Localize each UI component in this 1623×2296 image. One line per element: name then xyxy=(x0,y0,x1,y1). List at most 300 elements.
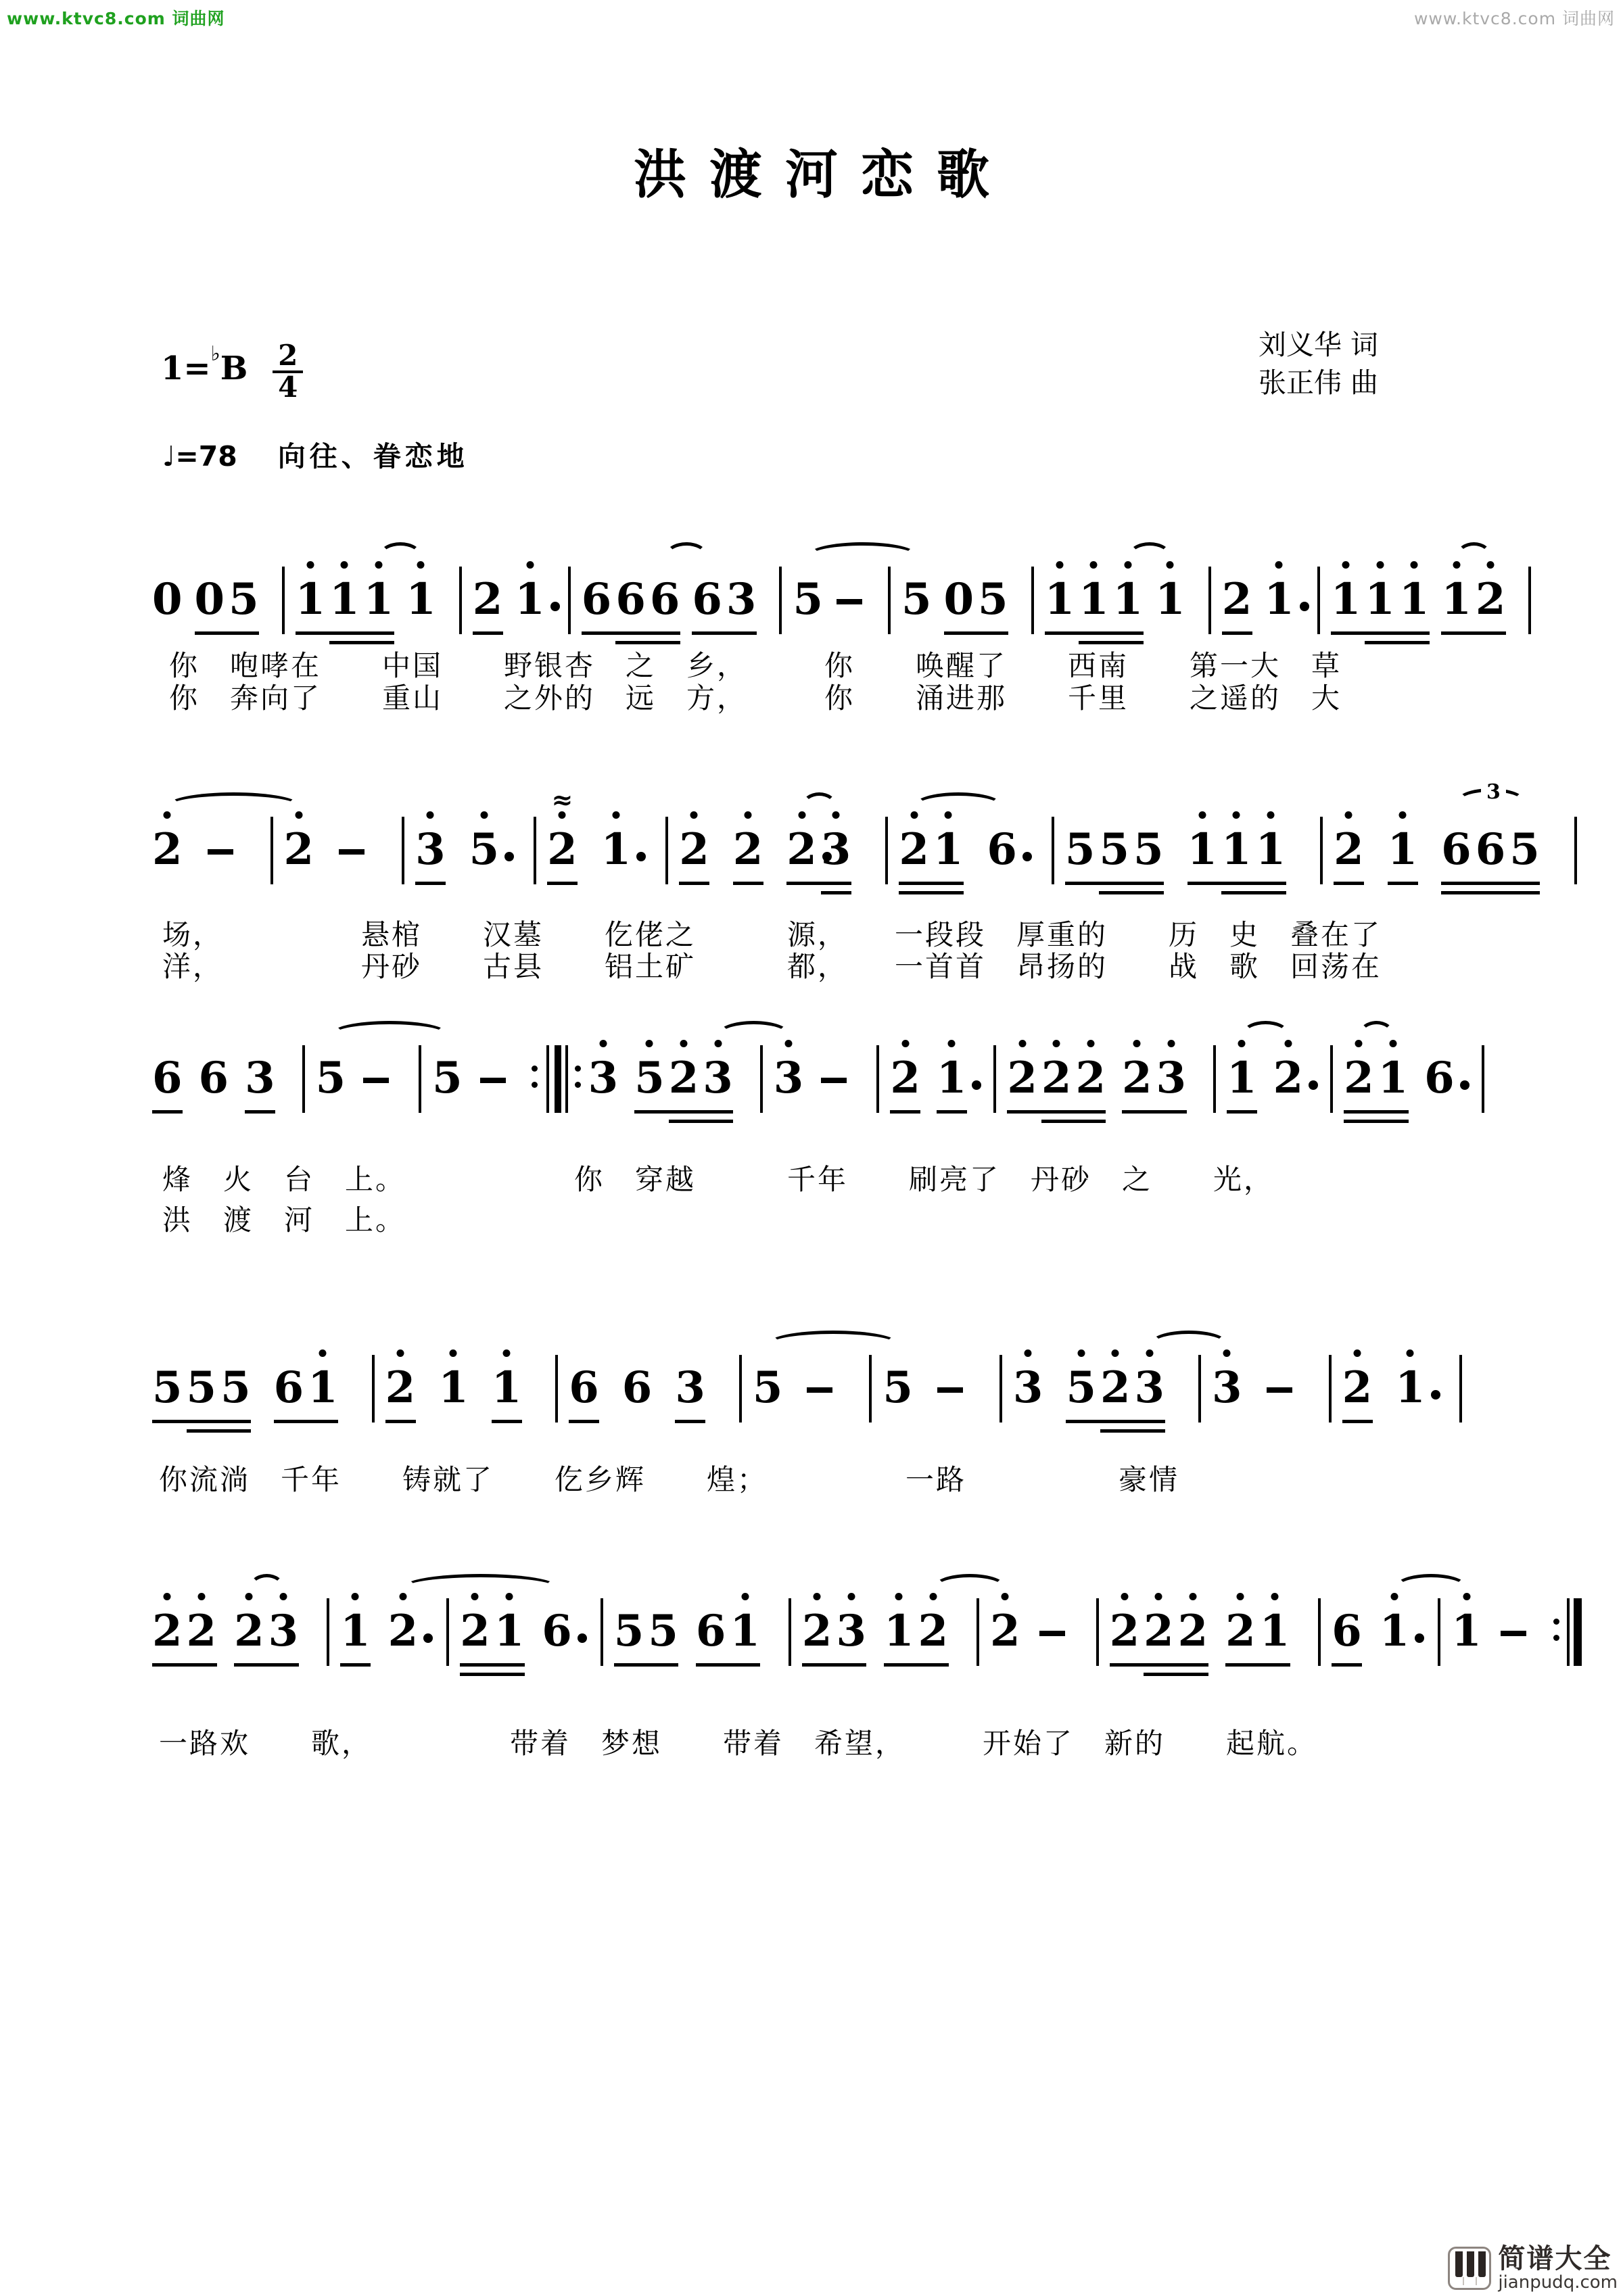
barline xyxy=(1213,1014,1216,1143)
note-number: 1 xyxy=(730,1606,760,1656)
barline-stroke xyxy=(1528,567,1531,634)
time-signature xyxy=(273,341,303,402)
beam-underline xyxy=(460,1663,525,1667)
note xyxy=(675,1324,705,1452)
mordent-icon: ≈ xyxy=(551,784,573,815)
note-number: 6 xyxy=(621,1362,653,1413)
barline-stroke xyxy=(402,817,404,884)
note-number: 1 xyxy=(883,1606,914,1656)
tempo-equals: = xyxy=(175,440,199,473)
beam-underline xyxy=(547,882,578,885)
note xyxy=(622,1324,653,1452)
augmentation-dot-icon xyxy=(504,852,514,861)
note xyxy=(1013,1324,1043,1452)
octave-dot-icon xyxy=(375,561,382,569)
beam-underline xyxy=(1225,1663,1290,1667)
note-number: 2 xyxy=(801,1606,832,1656)
note-number: 1 xyxy=(491,1362,522,1413)
augmentation-dot-icon xyxy=(1460,1080,1469,1090)
note-number: 5 xyxy=(613,1606,644,1656)
barline-stroke xyxy=(665,817,668,884)
lyric-line-3-verse-2: 洪 渡 河 上。 xyxy=(162,1203,406,1237)
note-number: 5 xyxy=(186,1362,217,1413)
repeat-sign-both xyxy=(532,1014,582,1143)
beam-underline xyxy=(234,1663,299,1667)
note-number: 1 xyxy=(936,1053,967,1103)
duration-dash xyxy=(337,786,367,914)
octave-dot-icon xyxy=(1284,1040,1292,1047)
note-number: 3 xyxy=(588,1053,619,1103)
barline-stroke xyxy=(1031,567,1034,634)
lyric-line-2-verse-1: 场， 悬棺 汉墓 仡佬之 源， 一段段 厚重的 历 史 叠在了 xyxy=(162,918,1382,951)
octave-dot-icon xyxy=(895,1593,903,1600)
beam-underline xyxy=(1331,631,1430,635)
note-number: 1 xyxy=(1044,574,1075,625)
note xyxy=(1388,786,1418,914)
barline xyxy=(999,1324,1002,1452)
note xyxy=(569,1324,599,1452)
note-number: 6 xyxy=(692,574,722,625)
repeat-dot xyxy=(532,1066,538,1072)
beam-underline xyxy=(1065,882,1164,885)
note-number: 2 xyxy=(1007,1053,1037,1103)
duration-dash xyxy=(1265,1324,1295,1452)
note-number: 1 xyxy=(1227,1053,1257,1103)
slur-arc xyxy=(1395,1574,1467,1600)
note-number: 1 xyxy=(308,1362,338,1413)
note-number: 0 xyxy=(152,574,183,625)
beam-underline xyxy=(1099,891,1164,894)
octave-dot-icon xyxy=(1353,1349,1361,1357)
augmentation-dot-icon xyxy=(1022,852,1032,861)
barline-stroke xyxy=(1574,817,1577,884)
augmentation-dot-icon xyxy=(1431,1390,1440,1400)
beam-underline xyxy=(821,891,851,894)
note xyxy=(1260,1567,1290,1696)
barline xyxy=(789,1567,791,1696)
barline-stroke xyxy=(270,817,273,884)
note-number: 2 xyxy=(385,1362,416,1413)
note xyxy=(152,1567,183,1696)
octave-dot-icon xyxy=(1146,1349,1153,1357)
note-number: 2 xyxy=(1344,1053,1374,1103)
beam-underline xyxy=(152,1420,251,1423)
note-number: 3 xyxy=(675,1362,705,1413)
duration-dash xyxy=(1038,1567,1068,1696)
barline xyxy=(302,1014,305,1143)
note xyxy=(884,1567,914,1696)
slur-arc xyxy=(250,1574,284,1600)
octave-dot-icon xyxy=(1167,561,1174,569)
note xyxy=(696,1567,726,1696)
slur-arc xyxy=(934,1574,1006,1600)
repeat-thin-bar xyxy=(1567,1598,1570,1666)
note-number: 5 xyxy=(220,1362,251,1413)
beam-underline xyxy=(415,882,446,885)
note-number: 1 xyxy=(1259,1606,1290,1656)
augmentation-dot-icon xyxy=(1309,1080,1318,1090)
notation-line-3 xyxy=(152,1014,1559,1143)
note-number: 1 xyxy=(1379,1606,1410,1656)
time-signature-numerator: 2 xyxy=(273,341,303,373)
slur-arc xyxy=(1457,542,1491,568)
note-number: 2 xyxy=(387,1606,419,1656)
slur-arc xyxy=(1242,1021,1289,1047)
octave-dot-icon xyxy=(295,811,302,819)
octave-dot-icon xyxy=(1267,811,1274,819)
repeat-thin-bar xyxy=(546,1045,549,1113)
barline-stroke xyxy=(1198,1355,1201,1422)
octave-dot-icon xyxy=(929,1593,937,1600)
octave-dot-icon xyxy=(480,811,488,819)
note-number: 5 xyxy=(152,1362,183,1413)
slur-arc xyxy=(808,542,917,568)
barline-stroke xyxy=(459,567,462,634)
note-number: 5 xyxy=(315,1053,346,1103)
note-number: 5 xyxy=(1509,824,1540,875)
note xyxy=(937,1014,967,1143)
note-number: 1 xyxy=(1395,1362,1426,1413)
octave-dot-icon xyxy=(1237,1593,1244,1600)
slur-arc xyxy=(331,1021,448,1047)
note xyxy=(1225,1567,1256,1696)
note-number: 5 xyxy=(648,1606,678,1656)
dash-stroke xyxy=(480,1078,506,1083)
barline-stroke xyxy=(739,1355,742,1422)
beam-underline xyxy=(1100,1429,1165,1433)
note-number: 1 xyxy=(494,1606,525,1656)
note-number: 3 xyxy=(1212,1362,1242,1413)
note-number: 1 xyxy=(515,574,545,625)
octave-dot-icon xyxy=(1376,561,1384,569)
octave-dot-icon xyxy=(197,1593,205,1600)
note-number: 2 xyxy=(1177,1606,1208,1656)
note-number: 5 xyxy=(229,574,259,625)
barline xyxy=(1320,786,1323,914)
octave-dot-icon xyxy=(901,1040,909,1047)
barline xyxy=(876,1014,879,1143)
octave-dot-icon xyxy=(785,1040,793,1047)
lyric-line-1-verse-1: 你 咆哮在 中国 野银杏 之 乡， 你 唤醒了 西南 第一大 草 xyxy=(169,649,1342,682)
note-number: 1 xyxy=(1387,824,1418,875)
dash-stroke xyxy=(339,849,364,855)
barline xyxy=(327,1567,329,1696)
notation-line-2 xyxy=(152,780,1559,914)
slur-arc xyxy=(768,1331,898,1356)
note-number: 3 xyxy=(268,1606,299,1656)
barline xyxy=(885,786,888,914)
note xyxy=(614,1567,644,1696)
barline-stroke xyxy=(888,567,891,634)
note-number: 1 xyxy=(1365,574,1395,625)
beam-underline xyxy=(385,1420,416,1423)
barline-stroke xyxy=(446,1598,449,1666)
tuplet-number: 3 xyxy=(1481,780,1506,804)
site-logo xyxy=(1448,2245,1618,2292)
note-number: 2 xyxy=(1041,1053,1072,1103)
note-number: 5 xyxy=(901,574,932,625)
beam-underline xyxy=(1388,882,1418,885)
barline-stroke xyxy=(977,1598,979,1666)
key-letter: B xyxy=(220,349,248,387)
barline xyxy=(601,1567,603,1696)
octave-dot-icon xyxy=(847,1593,855,1600)
octave-dot-icon xyxy=(1090,561,1098,569)
barline-stroke xyxy=(372,1355,375,1422)
dash-stroke xyxy=(1267,1387,1292,1393)
barline xyxy=(1528,535,1531,664)
augmentation-dot-icon xyxy=(636,852,646,861)
dash-stroke xyxy=(1501,1631,1526,1636)
barline xyxy=(534,786,536,914)
dash-stroke xyxy=(837,599,862,604)
note-number: 1 xyxy=(933,824,964,875)
octave-dot-icon xyxy=(1155,1593,1162,1600)
octave-dot-icon xyxy=(714,1040,722,1047)
note-number: 5 xyxy=(978,574,1008,625)
octave-dot-icon xyxy=(319,1349,327,1357)
note-number: 6 xyxy=(1441,824,1472,875)
repeat-dot xyxy=(575,1066,581,1072)
note-number: 3 xyxy=(1156,1053,1187,1103)
octave-dot-icon xyxy=(798,811,805,819)
barline-stroke xyxy=(1096,1598,1099,1666)
octave-dot-icon xyxy=(1133,1040,1141,1047)
note xyxy=(679,786,709,914)
tempo-marking xyxy=(162,434,469,474)
octave-dot-icon xyxy=(450,1349,457,1357)
note-number: 6 xyxy=(152,1053,183,1103)
note-number: 1 xyxy=(329,574,360,625)
beam-underline xyxy=(1441,882,1540,885)
time-signature-denominator: 4 xyxy=(278,370,298,404)
note xyxy=(187,1567,217,1696)
repeat-dot xyxy=(1553,1635,1559,1641)
lyric-line-4: 你流淌 千年 铸就了 仡乡辉 煌； 一路 豪情 xyxy=(159,1463,1180,1496)
note-number: 2 xyxy=(679,824,709,875)
octave-dot-icon xyxy=(1271,1593,1278,1600)
notation-line-5 xyxy=(152,1567,1559,1696)
barline-stroke xyxy=(1459,1355,1462,1422)
octave-dot-icon xyxy=(741,1593,749,1600)
note xyxy=(199,1014,229,1143)
logo-site-url: jianpudq.com xyxy=(1498,2272,1618,2293)
note-number: 3 xyxy=(836,1606,866,1656)
note xyxy=(1256,786,1286,914)
octave-dot-icon xyxy=(1167,1040,1175,1047)
note xyxy=(1332,1567,1362,1696)
note xyxy=(385,1324,416,1452)
note-number: 6 xyxy=(569,1362,599,1413)
dash-stroke xyxy=(363,1078,389,1083)
octave-dot-icon xyxy=(599,1040,607,1047)
dash-stroke xyxy=(937,1387,963,1393)
dash-stroke xyxy=(821,1078,847,1083)
barline-stroke xyxy=(760,1045,763,1113)
octave-dot-icon xyxy=(910,811,918,819)
note xyxy=(274,1324,304,1452)
note-number: 5 xyxy=(752,1362,783,1413)
barline-stroke xyxy=(885,817,888,884)
augmentation-dot-icon xyxy=(550,602,560,611)
beam-underline xyxy=(890,1110,920,1114)
note xyxy=(733,786,763,914)
beam-underline xyxy=(473,631,503,635)
barline-stroke xyxy=(282,567,285,634)
note xyxy=(308,1324,338,1452)
note-number: 1 xyxy=(1398,574,1430,625)
note-number: 1 xyxy=(1112,574,1144,625)
dash-stroke xyxy=(1039,1631,1065,1636)
watermark-top-left: www.ktvc8.com 词曲网 xyxy=(7,9,225,28)
note-number: 2 xyxy=(990,1606,1020,1656)
barline-stroke xyxy=(779,567,782,634)
note-number: 1 xyxy=(340,1606,371,1656)
note-number: 1 xyxy=(601,824,632,875)
note-number: 1 xyxy=(1221,824,1252,875)
augmentation-dot-icon xyxy=(578,1633,587,1643)
note-number: 2 xyxy=(472,574,503,625)
beam-underline xyxy=(1441,631,1506,635)
note-number: 1 xyxy=(406,574,436,625)
barline-stroke xyxy=(555,1355,558,1422)
beam-underline xyxy=(1365,641,1430,644)
note-number: 2 xyxy=(1342,1362,1373,1413)
beam-underline xyxy=(1334,882,1364,885)
barline-stroke xyxy=(1482,1045,1484,1113)
octave-dot-icon xyxy=(690,811,698,819)
note xyxy=(469,786,500,914)
octave-dot-icon xyxy=(1411,561,1418,569)
note-number: 1 xyxy=(1187,824,1218,875)
note-number: 5 xyxy=(432,1053,463,1103)
barline xyxy=(1330,1014,1333,1143)
note xyxy=(340,1567,371,1696)
beam-underline xyxy=(460,1673,525,1676)
note xyxy=(669,1014,699,1143)
beam-underline xyxy=(937,1110,967,1114)
note-number: 5 xyxy=(1064,824,1096,875)
note-number: 2 xyxy=(1100,1362,1131,1413)
note xyxy=(1110,1567,1140,1696)
note-number: 2 xyxy=(668,1053,699,1103)
octave-dot-icon xyxy=(1275,561,1283,569)
beam-underline xyxy=(340,1663,371,1667)
barline-stroke xyxy=(1317,567,1320,634)
note-number: 3 xyxy=(245,1053,275,1103)
flat-symbol: ♭ xyxy=(210,341,220,366)
note xyxy=(152,1324,183,1452)
note-number: 1 xyxy=(1255,824,1286,875)
octave-dot-icon xyxy=(1198,811,1206,819)
beam-underline xyxy=(675,1420,705,1423)
octave-dot-icon xyxy=(1355,1040,1363,1047)
note-number: 6 xyxy=(1424,1053,1455,1103)
beam-underline xyxy=(1122,1110,1187,1114)
octave-dot-icon xyxy=(417,561,425,569)
note-number: 6 xyxy=(615,574,646,625)
slur-arc xyxy=(1359,1021,1394,1047)
duration-dash xyxy=(936,1324,966,1452)
octave-dot-icon xyxy=(1018,1040,1026,1047)
barline-stroke xyxy=(869,1355,872,1422)
duration-dash xyxy=(1499,1567,1529,1696)
barline xyxy=(1482,1014,1484,1143)
note xyxy=(1007,1014,1037,1143)
note-number: 6 xyxy=(649,574,680,625)
barline-stroke xyxy=(327,1598,329,1666)
octave-dot-icon xyxy=(399,1593,406,1600)
beam-underline xyxy=(492,1420,522,1423)
notation-line-4 xyxy=(152,1324,1559,1452)
beam-underline xyxy=(1045,631,1144,635)
note-number: 2 xyxy=(899,824,929,875)
note-number: 3 xyxy=(1012,1362,1043,1413)
note-number: 2 xyxy=(1221,574,1252,625)
barline xyxy=(1096,1567,1099,1696)
beam-underline xyxy=(152,1663,217,1667)
slur-arc xyxy=(914,792,1002,818)
barline-stroke xyxy=(534,817,536,884)
barline-stroke xyxy=(876,1045,879,1113)
note xyxy=(890,1014,920,1143)
beam-underline xyxy=(899,882,964,885)
note xyxy=(492,1324,522,1452)
note xyxy=(1395,1324,1426,1452)
beam-underline xyxy=(1222,631,1252,635)
octave-dot-icon xyxy=(1345,811,1352,819)
note-number: 2 xyxy=(918,1606,949,1656)
barline xyxy=(555,1324,558,1452)
octave-dot-icon xyxy=(352,1593,359,1600)
beam-underline xyxy=(679,882,709,885)
note xyxy=(1144,1567,1174,1696)
octave-dot-icon xyxy=(680,1040,687,1047)
octave-dot-icon xyxy=(341,561,348,569)
note-number: 0 xyxy=(943,574,974,625)
beam-underline xyxy=(692,631,757,635)
beam-underline xyxy=(152,1110,183,1114)
note xyxy=(1041,1014,1072,1143)
watermark-top-right: www.ktvc8.com 词曲网 xyxy=(1413,9,1615,28)
dash-stroke xyxy=(807,1387,832,1393)
beam-underline xyxy=(569,1420,599,1423)
barline-stroke xyxy=(601,1598,603,1666)
octave-dot-icon xyxy=(1189,1593,1196,1600)
note xyxy=(1178,1567,1208,1696)
slur-arc xyxy=(665,542,707,568)
credits xyxy=(1259,326,1378,402)
octave-dot-icon xyxy=(1463,1593,1470,1600)
note-number: 2 xyxy=(1121,1053,1152,1103)
repeat-sign-end xyxy=(1553,1567,1584,1696)
octave-dot-icon xyxy=(1407,1349,1414,1357)
note-number: 2 xyxy=(786,824,817,875)
note xyxy=(1187,786,1218,914)
barline-stroke xyxy=(1208,567,1211,634)
note-number: 1 xyxy=(295,574,326,625)
note-number: 6 xyxy=(581,574,612,625)
note-number: 2 xyxy=(1109,1606,1140,1656)
quarter-note-icon: ♩ xyxy=(162,440,176,473)
barline-stroke xyxy=(1320,817,1323,884)
note-number: 1 xyxy=(438,1362,469,1413)
barline xyxy=(372,1324,375,1452)
barline-stroke xyxy=(1330,1045,1333,1113)
note-number: 3 xyxy=(703,1053,733,1103)
barline-stroke xyxy=(568,567,571,634)
note-number: 2 xyxy=(547,824,578,875)
